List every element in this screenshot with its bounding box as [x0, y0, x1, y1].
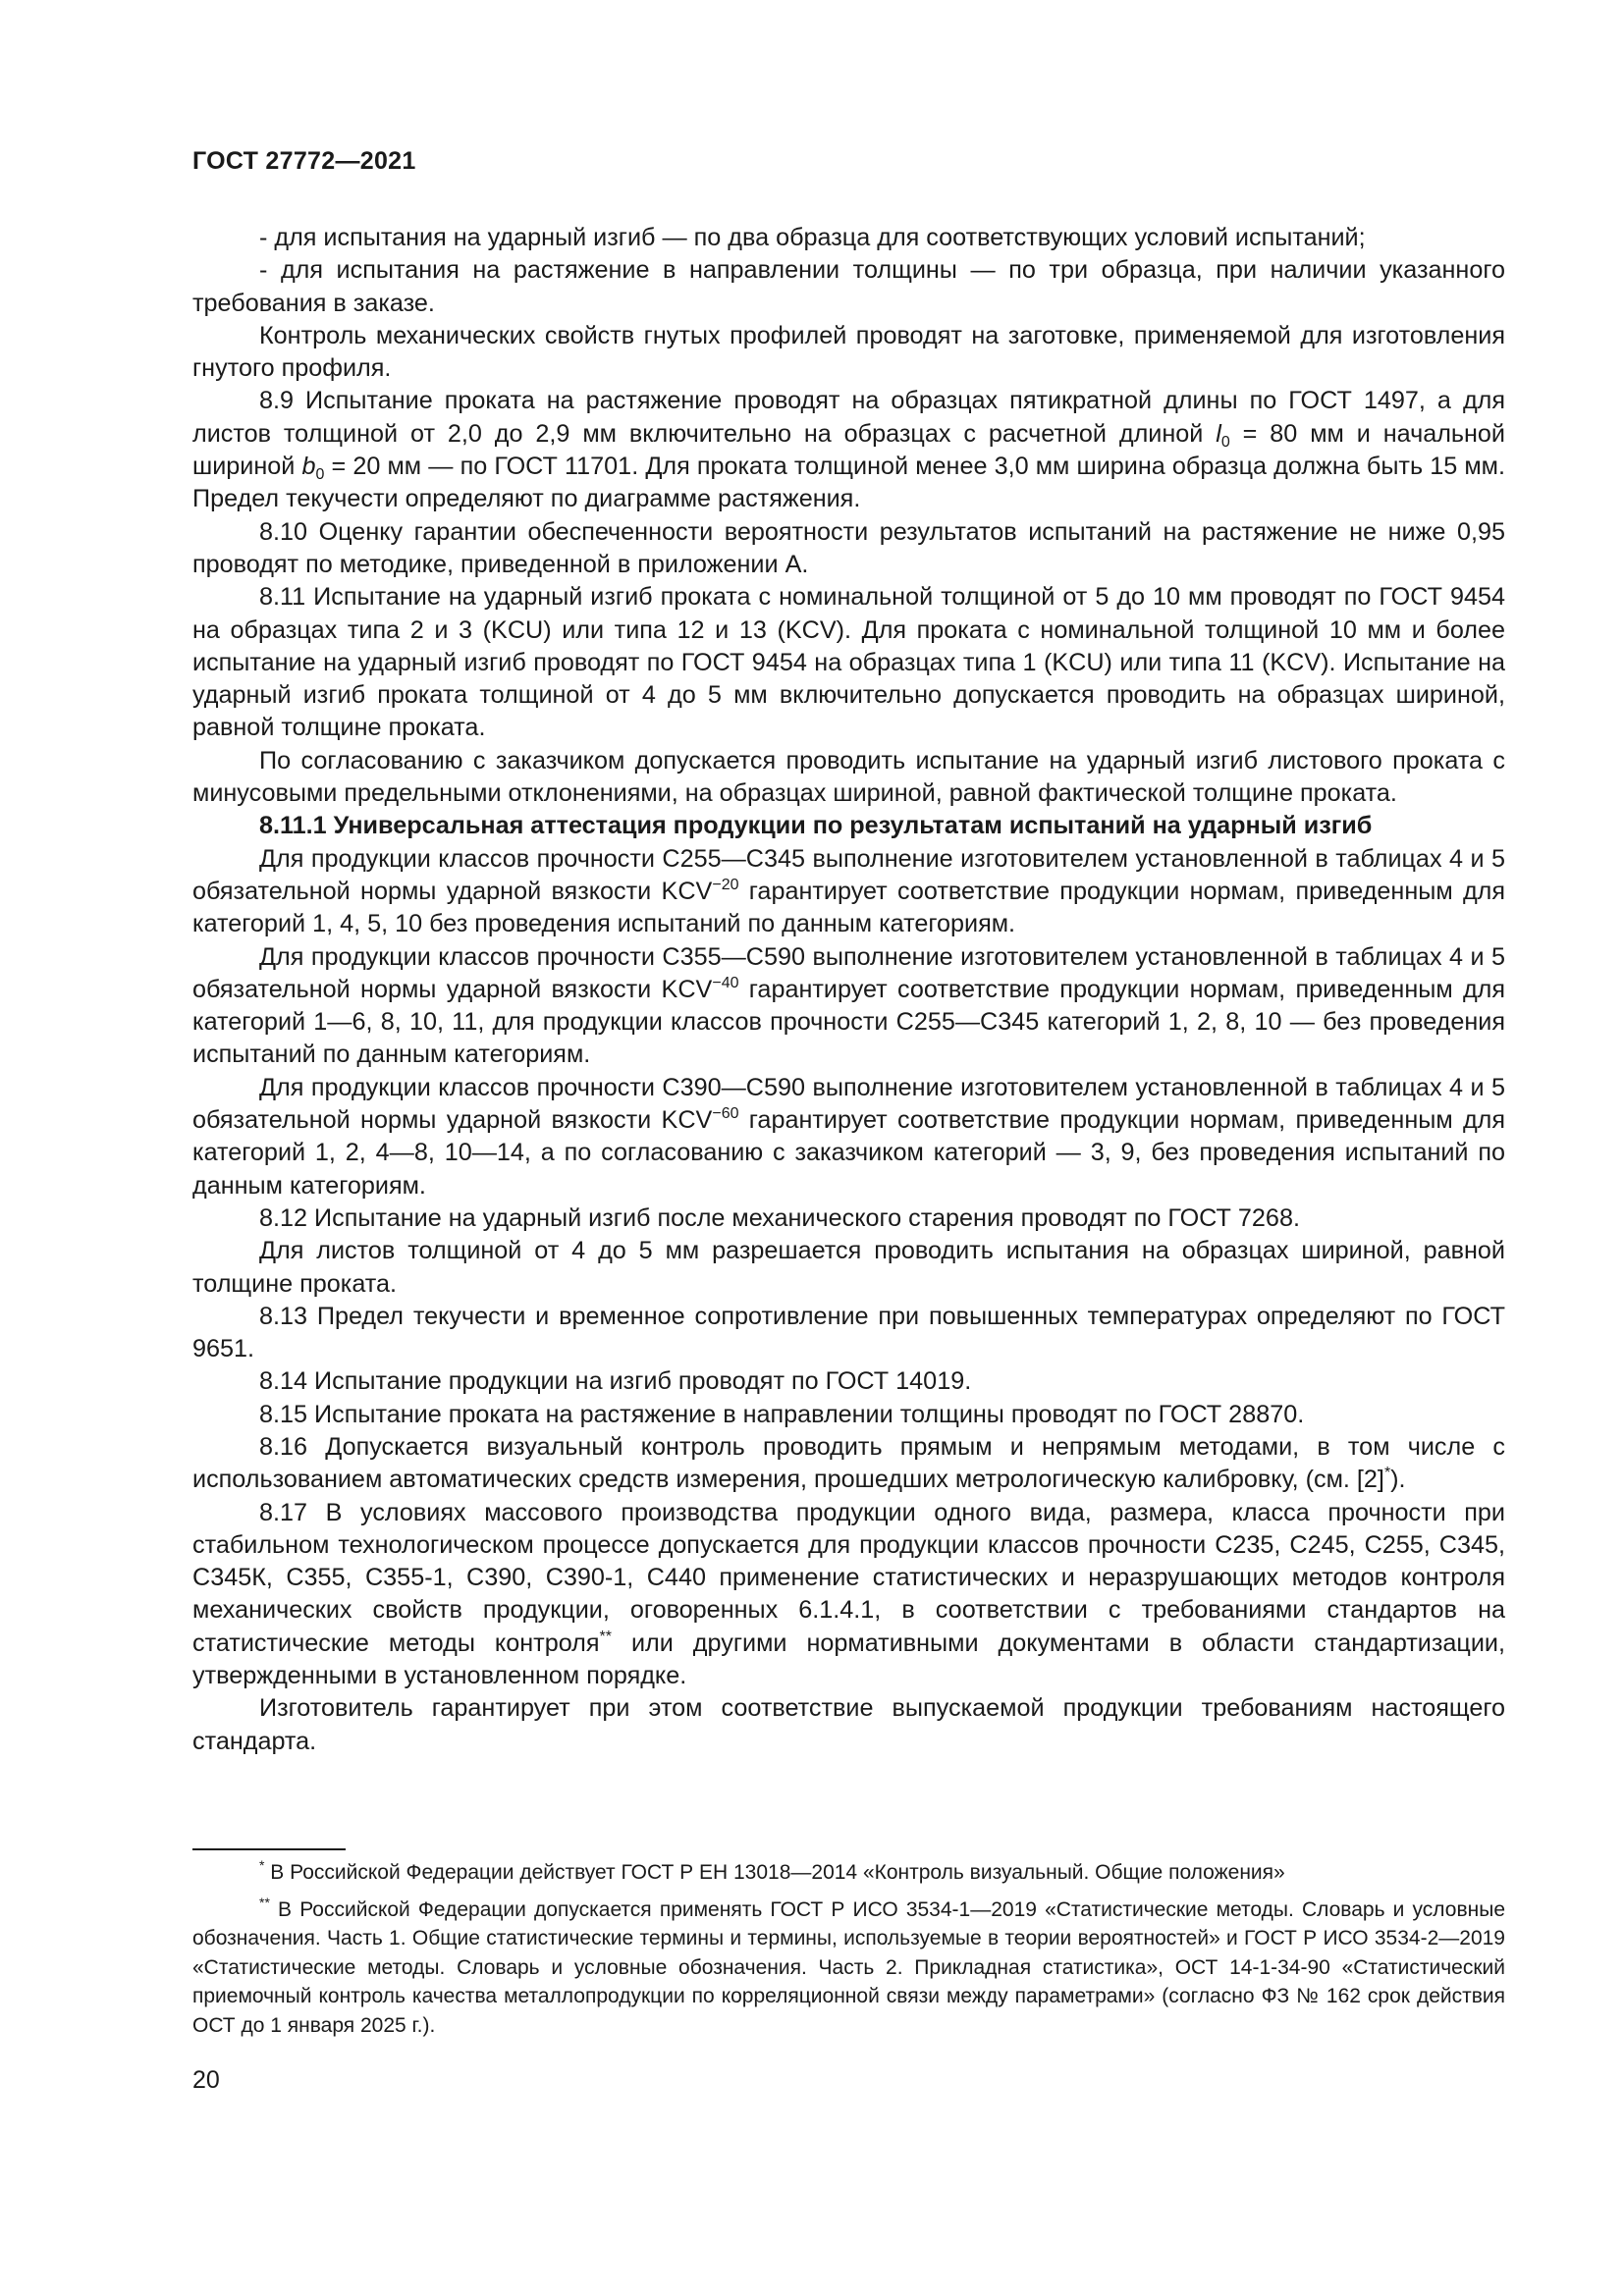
- footnote-divider: [192, 1848, 346, 1850]
- paragraph-bent-profiles: Контроль механических свойств гнутых профилей проводят на заготовке, применяемой для изготовления гнутого профиля.: [192, 321, 1505, 383]
- footnote-2: ** В Российской Федерации допускается применять ГОСТ Р ИСО 3534-1—2019 «Статистические методы. Словарь и условные обозначения. Часть 1. Общие статистические термины и термины, используемые в теории вероятностей» и ГОСТ Р ИСО 3534-2—2019 «Статистические методы. Словарь и условные обозначения. Часть 2. Прикладная статистика», ОСТ 14-1-34-90 «Статистический приемочный контроль качества металлопродукции по корреляционной связи между параметрами» (согласно ФЗ № 162 срок действия ОСТ до 1 января 2025 г.).: [192, 1894, 1505, 2037]
- paragraph-8-13: 8.13 Предел текучести и временное сопротивление при повышенных температурах определяют по ГОСТ 9651.: [192, 1302, 1505, 1363]
- footnotes: [192, 1858, 1505, 2048]
- paragraph-8-11: 8.11 Испытание на ударный изгиб проката с номинальной толщиной от 5 до 10 мм проводят по ГОСТ 9454 на образцах типа 2 и 3 (KCU) или типа 12 и 13 (KCV). Для проката с номинальной толщиной 10 мм и более испытание на ударный изгиб проводят по ГОСТ 9454 на образцах типа 1 (KCU) или типа 11 (KCV). Испытание на ударный изгиб проката толщиной от 4 до 5 мм включительно допускается проводить на образцах шириной, равной толщине проката.: [192, 583, 1505, 742]
- document-header: ГОСТ 27772—2021: [192, 147, 416, 175]
- paragraph-8-14: 8.14 Испытание продукции на изгиб проводят по ГОСТ 14019.: [259, 1367, 972, 1396]
- paragraph-8-15: 8.15 Испытание проката на растяжение в направлении толщины проводят по ГОСТ 28870.: [259, 1400, 1305, 1428]
- subsection-heading-8-11-1: 8.11.1 Универсальная аттестация продукции по результатам испытаний на ударный изгиб: [259, 812, 1373, 840]
- paragraph-sheet-thickness: Для листов толщиной от 4 до 5 мм разрешается проводить испытания на образцах шириной, равной толщине проката.: [192, 1237, 1505, 1298]
- paragraph-8-16: 8.16 Допускается визуальный контроль проводить прямым и непрямым методами, в том числе с использованием автоматических средств измерения, прошедших метрологическую калибровку, (см. [2]*).: [192, 1432, 1505, 1494]
- paragraph-class-c390-c590: Для продукции классов прочности С390—С590 выполнение изготовителем установленной в таблицах 4 и 5 обязательной нормы ударной вязкости $KCV^{-60}$ гарантирует соответствие продукции нормам, приведенным для категорий 1, 2, 4—8, 10—14, а по согласованию с заказчиком категорий — 3, 9, без проведения испытаний по данным категориям.: [192, 1073, 1505, 1200]
- footnote-1: * В Российской Федерации действует ГОСТ Р ЕН 13018—2014 «Контроль визуальный. Общие положения»: [259, 1857, 1285, 1884]
- paragraph-agreement: По согласованию с заказчиком допускается проводить испытание на ударный изгиб листового проката с минусовыми предельными отклонениями, на образцах шириной, равной фактической толщине проката.: [192, 746, 1505, 808]
- paragraph-manufacturer-guarantee: Изготовитель гарантирует при этом соответствие выпускаемой продукции требованиям настоящего стандарта.: [192, 1694, 1505, 1755]
- paragraph-impact-samples: - для испытания на ударный изгиб — по два образца для соответствующих условий испытаний;: [259, 224, 1366, 251]
- page-number: 20: [192, 2066, 220, 2094]
- paragraph-class-c255-c345: Для продукции классов прочности С255—С345 выполнение изготовителем установленной в таблицах 4 и 5 обязательной нормы ударной вязкости $KCV^{-20}$ гарантирует соответствие продукции нормам, приведенным для категорий 1, 4, 5, 10 без проведения испытаний по данным категориям.: [192, 844, 1505, 938]
- paragraph-class-c355-c590: Для продукции классов прочности С355—С590 выполнение изготовителем установленной в таблицах 4 и 5 обязательной нормы ударной вязкости $KCV^{-40}$ гарантирует соответствие продукции нормам, приведенным для категорий 1—6, 8, 10, 11, для продукции классов прочности С255—С345 категорий 1, 2, 8, 10 — без проведения испытаний по данным категориям.: [192, 942, 1505, 1069]
- paragraph-8-17: 8.17 В условиях массового производства продукции одного вида, размера, класса прочности при стабильном технологическом процессе допускается для продукции классов прочности С235, С245, С255, С345, С345К, С355, С355-1, С390, С390-1, С440 применение статистических и неразрушающих методов контроля механических свойств продукции, оговоренных 6.1.4.1, в соответствии с требованиями стандартов на статистические методы контроля** или другими нормативными документами в области стандартизации, утвержденными в установленном порядке.: [192, 1498, 1505, 1690]
- paragraph-8-12: 8.12 Испытание на ударный изгиб после механического старения проводят по ГОСТ 7268.: [259, 1203, 1300, 1232]
- body-text: [192, 222, 1505, 1758]
- paragraph-tensile-thickness-samples: - для испытания на растяжение в направлении толщины — по три образца, при наличии указанного требования в заказе.: [192, 256, 1505, 317]
- paragraph-8-10: 8.10 Оценку гарантии обеспеченности вероятности результатов испытаний на растяжение не ниже 0,95 проводят по методике, приведенной в приложении А.: [192, 517, 1505, 578]
- paragraph-8-9: 8.9 Испытание проката на растяжение проводят на образцах пятикратной длины по ГОСТ 1497, а для листов толщиной от 2,0 до 2,9 мм включительно на образцах с расчетной длиной $l_0 = 80$ мм и начальной шириной $b_0 = 20$ мм — по ГОСТ 11701. Для проката толщиной менее 3,0 мм ширина образца должна быть 15 мм. Предел текучести определяют по диаграмме растяжения.: [192, 387, 1506, 513]
